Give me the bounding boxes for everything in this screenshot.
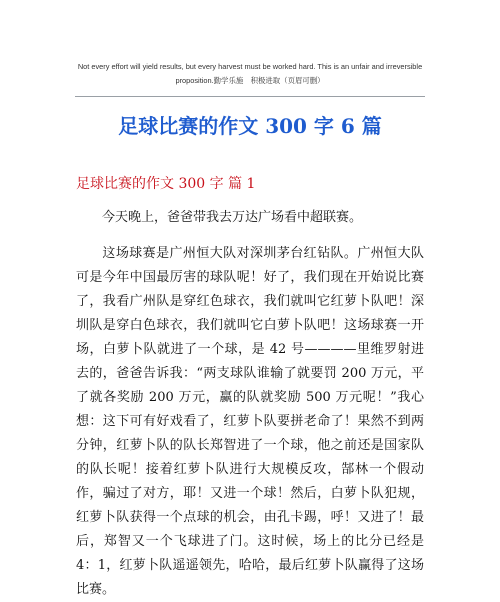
page-header bbox=[50, 60, 450, 88]
header-text-line-2: proposition.勤学乐施 积极进取（页眉可删） bbox=[175, 76, 325, 85]
body-paragraph bbox=[76, 242, 424, 597]
section-heading: 足球比赛的作文 300 字 篇 1 bbox=[76, 176, 256, 192]
header-text-line-1: Not every effort will yield results, but every harvest must be worked hard. This is an unfair and irreversible bbox=[77, 62, 423, 71]
header-divider bbox=[75, 96, 425, 97]
paragraph-text: 这场球赛是广州恒大队对深圳茅台红钻队。广州恒大队可是今年中国最厉害的球队呢！好了，我们现在开始说比赛了，我看广州队是穿红色球衣，我们就叫它红萝卜队吧！深圳队是穿白色球衣，我们就叫它白萝卜队吧！这场球赛一开场，白萝卜队就进了一个球，是 42 号————里维罗射进去的，爸爸告诉我：“两支球队谁输了就要罚 200 万元，平了就各奖励 200 万元，赢的队就奖励 500 万元呢！”我心想：这下可有好戏看了，红萝卜队要拼老命了！果然不到两分钟，红萝卜队的队长郑智进了一个球，他之前还是国家队的队长呢！接着红萝卜队进行大规模反攻，郜林一个假动作，骗过了对方，耶！又进一个球！然后，白萝卜队犯规，红萝卜队获得一个点球的机会，由孔卡踢，呼！又进了！最后，郑智又一个飞球进了门。这时候，场上的比分已经是 4：1，红萝卜队遥遥领先，哈哈，最后红萝卜队赢得了这场比赛。 bbox=[76, 246, 424, 597]
paragraph-text: 今天晚上，爸爸带我去万达广场看中超联赛。 bbox=[102, 210, 363, 225]
document-title: 足球比赛的作文 300 字 6 篇 bbox=[118, 114, 382, 138]
body-paragraph bbox=[76, 206, 424, 230]
